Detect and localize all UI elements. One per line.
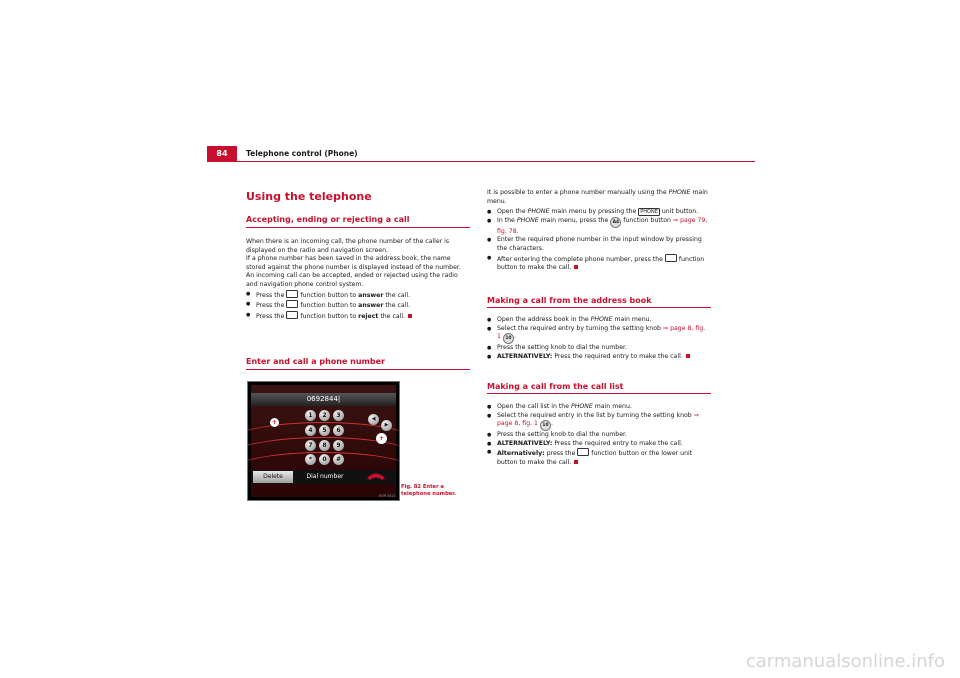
- delete-button: Delete: [253, 471, 293, 483]
- phone-unit-button: PHONE: [640, 209, 658, 216]
- subsection-title-enter: Enter and call a phone number: [246, 357, 385, 366]
- subsection-rule: [487, 393, 711, 394]
- paragraph: It is possible to enter a phone number manually using the PHONE main menu.: [487, 189, 708, 205]
- callout-badge: 10: [503, 333, 514, 344]
- subsection-rule: [487, 307, 711, 308]
- subsection-title-accept: Accepting, ending or rejecting a call: [246, 215, 410, 224]
- keypad-key: #: [333, 454, 344, 465]
- subsection-title-address-book: Making a call from the address book: [487, 296, 652, 305]
- list-item: ● Select the required entry in the list by turning the setting knob ⇒ page 8, fig. 1 10 .: [487, 412, 711, 432]
- list-item: ● Press the function button to answer the call.: [246, 290, 470, 301]
- paragraph: If a phone number has been saved in the address book, the name stored against the phone number is displayed instead of the number.: [246, 255, 461, 271]
- list-item: ● Open the address book in the PHONE main menu.: [487, 316, 711, 325]
- subsection-title-call-list: Making a call from the call list: [487, 382, 624, 391]
- page-reference-link[interactable]: ⇒ page 79, fig. 78: [497, 216, 708, 235]
- watermark: carmanualsonline.info: [745, 651, 945, 672]
- address-book-text: [487, 316, 711, 361]
- list-item: ● Press the setting knob to dial the number.: [487, 431, 711, 440]
- list-item: ● ALTERNATIVELY: Press the required entry to make the call.: [487, 353, 711, 362]
- page-number: 84: [207, 146, 237, 161]
- page-reference-link[interactable]: ⇒ page 8, fig. 1: [497, 324, 706, 341]
- plus-key: +: [271, 419, 278, 426]
- enter-number-text: [487, 189, 711, 273]
- keypad-key: 5: [319, 425, 330, 436]
- keypad-key: 9: [333, 440, 344, 451]
- callout-badge: 10: [540, 420, 551, 431]
- list-item: ● Press the function button to reject the call.: [246, 311, 470, 322]
- keypad-key: 6: [333, 425, 344, 436]
- phone-hangup-icon: [286, 311, 298, 319]
- phone-handset-icon: [286, 300, 298, 308]
- list-item: ● ALTERNATIVELY: Press the required entry to make the call.: [487, 440, 711, 449]
- list-item: ● Press the function button to answer the call.: [246, 300, 470, 311]
- keypad-key: 1: [305, 410, 316, 421]
- end-marker-icon: [574, 265, 578, 269]
- end-marker-icon: [408, 314, 412, 318]
- section-title: Using the telephone: [246, 190, 372, 203]
- end-marker-icon: [574, 460, 578, 464]
- list-item: ● Open the PHONE main menu by pressing the PHONE unit button.: [487, 208, 711, 217]
- cursor-right-key: ▶: [381, 420, 392, 431]
- paragraph: An incoming call can be accepted, ended or rejected using the radio and navigation phone control system.: [246, 272, 458, 288]
- header-rule: [207, 161, 755, 162]
- list-item: ● Open the call list in the PHONE main menu.: [487, 403, 711, 412]
- cursor-left-key: ◀: [368, 414, 379, 425]
- plus-key: +: [376, 433, 387, 444]
- callout-badge: A4: [610, 217, 621, 228]
- keypad-key: *: [305, 454, 316, 465]
- phone-icon: [286, 290, 298, 298]
- phone-icon: [577, 448, 589, 456]
- subsection-rule: [246, 227, 470, 228]
- keypad-key: 7: [305, 440, 316, 451]
- keypad-key: 3: [333, 410, 344, 421]
- keypad-key: 8: [319, 440, 330, 451]
- figure-caption: Fig. 82 Enter a telephone number.: [401, 484, 457, 497]
- call-list-text: [487, 403, 711, 468]
- handset-icon: [365, 471, 387, 481]
- list-item: ● In the PHONE main menu, press the A4 function button ⇒ page 79, fig. 78.: [487, 217, 711, 237]
- figure-code: B5P-0421: [379, 494, 396, 498]
- phone-entry-figure: [247, 381, 400, 501]
- list-item: ● Alternatively: press the function button or the lower unit button to make the call.: [487, 448, 711, 467]
- keypad-key: 4: [305, 425, 316, 436]
- paragraph: When there is an incoming call, the phone number of the caller is displayed on the radio and navigation screen.: [246, 238, 450, 254]
- keypad-key: 0: [319, 454, 330, 465]
- list-item: ● After entering the complete phone number, press the function button to make the call.: [487, 254, 711, 273]
- list-item: ● Press the setting knob to dial the number.: [487, 344, 711, 353]
- dial-phone-icon: [358, 471, 394, 483]
- keypad-key: 2: [319, 410, 330, 421]
- accept-call-text: [246, 238, 470, 321]
- list-item: ● Select the required entry by turning the setting knob ⇒ page 8, fig. 1 10 .: [487, 325, 711, 345]
- list-item: ● Enter the required phone number in the input window by pressing the characters.: [487, 236, 711, 253]
- page-reference-link[interactable]: ⇒ page 8, fig. 1: [497, 411, 699, 428]
- phone-icon: [665, 254, 677, 262]
- number-input-display: 0692844|: [251, 393, 396, 406]
- running-header: Telephone control (Phone): [246, 149, 358, 158]
- end-marker-icon: [686, 354, 690, 358]
- subsection-rule: [246, 369, 470, 370]
- dial-number-button: Dial number: [306, 473, 344, 480]
